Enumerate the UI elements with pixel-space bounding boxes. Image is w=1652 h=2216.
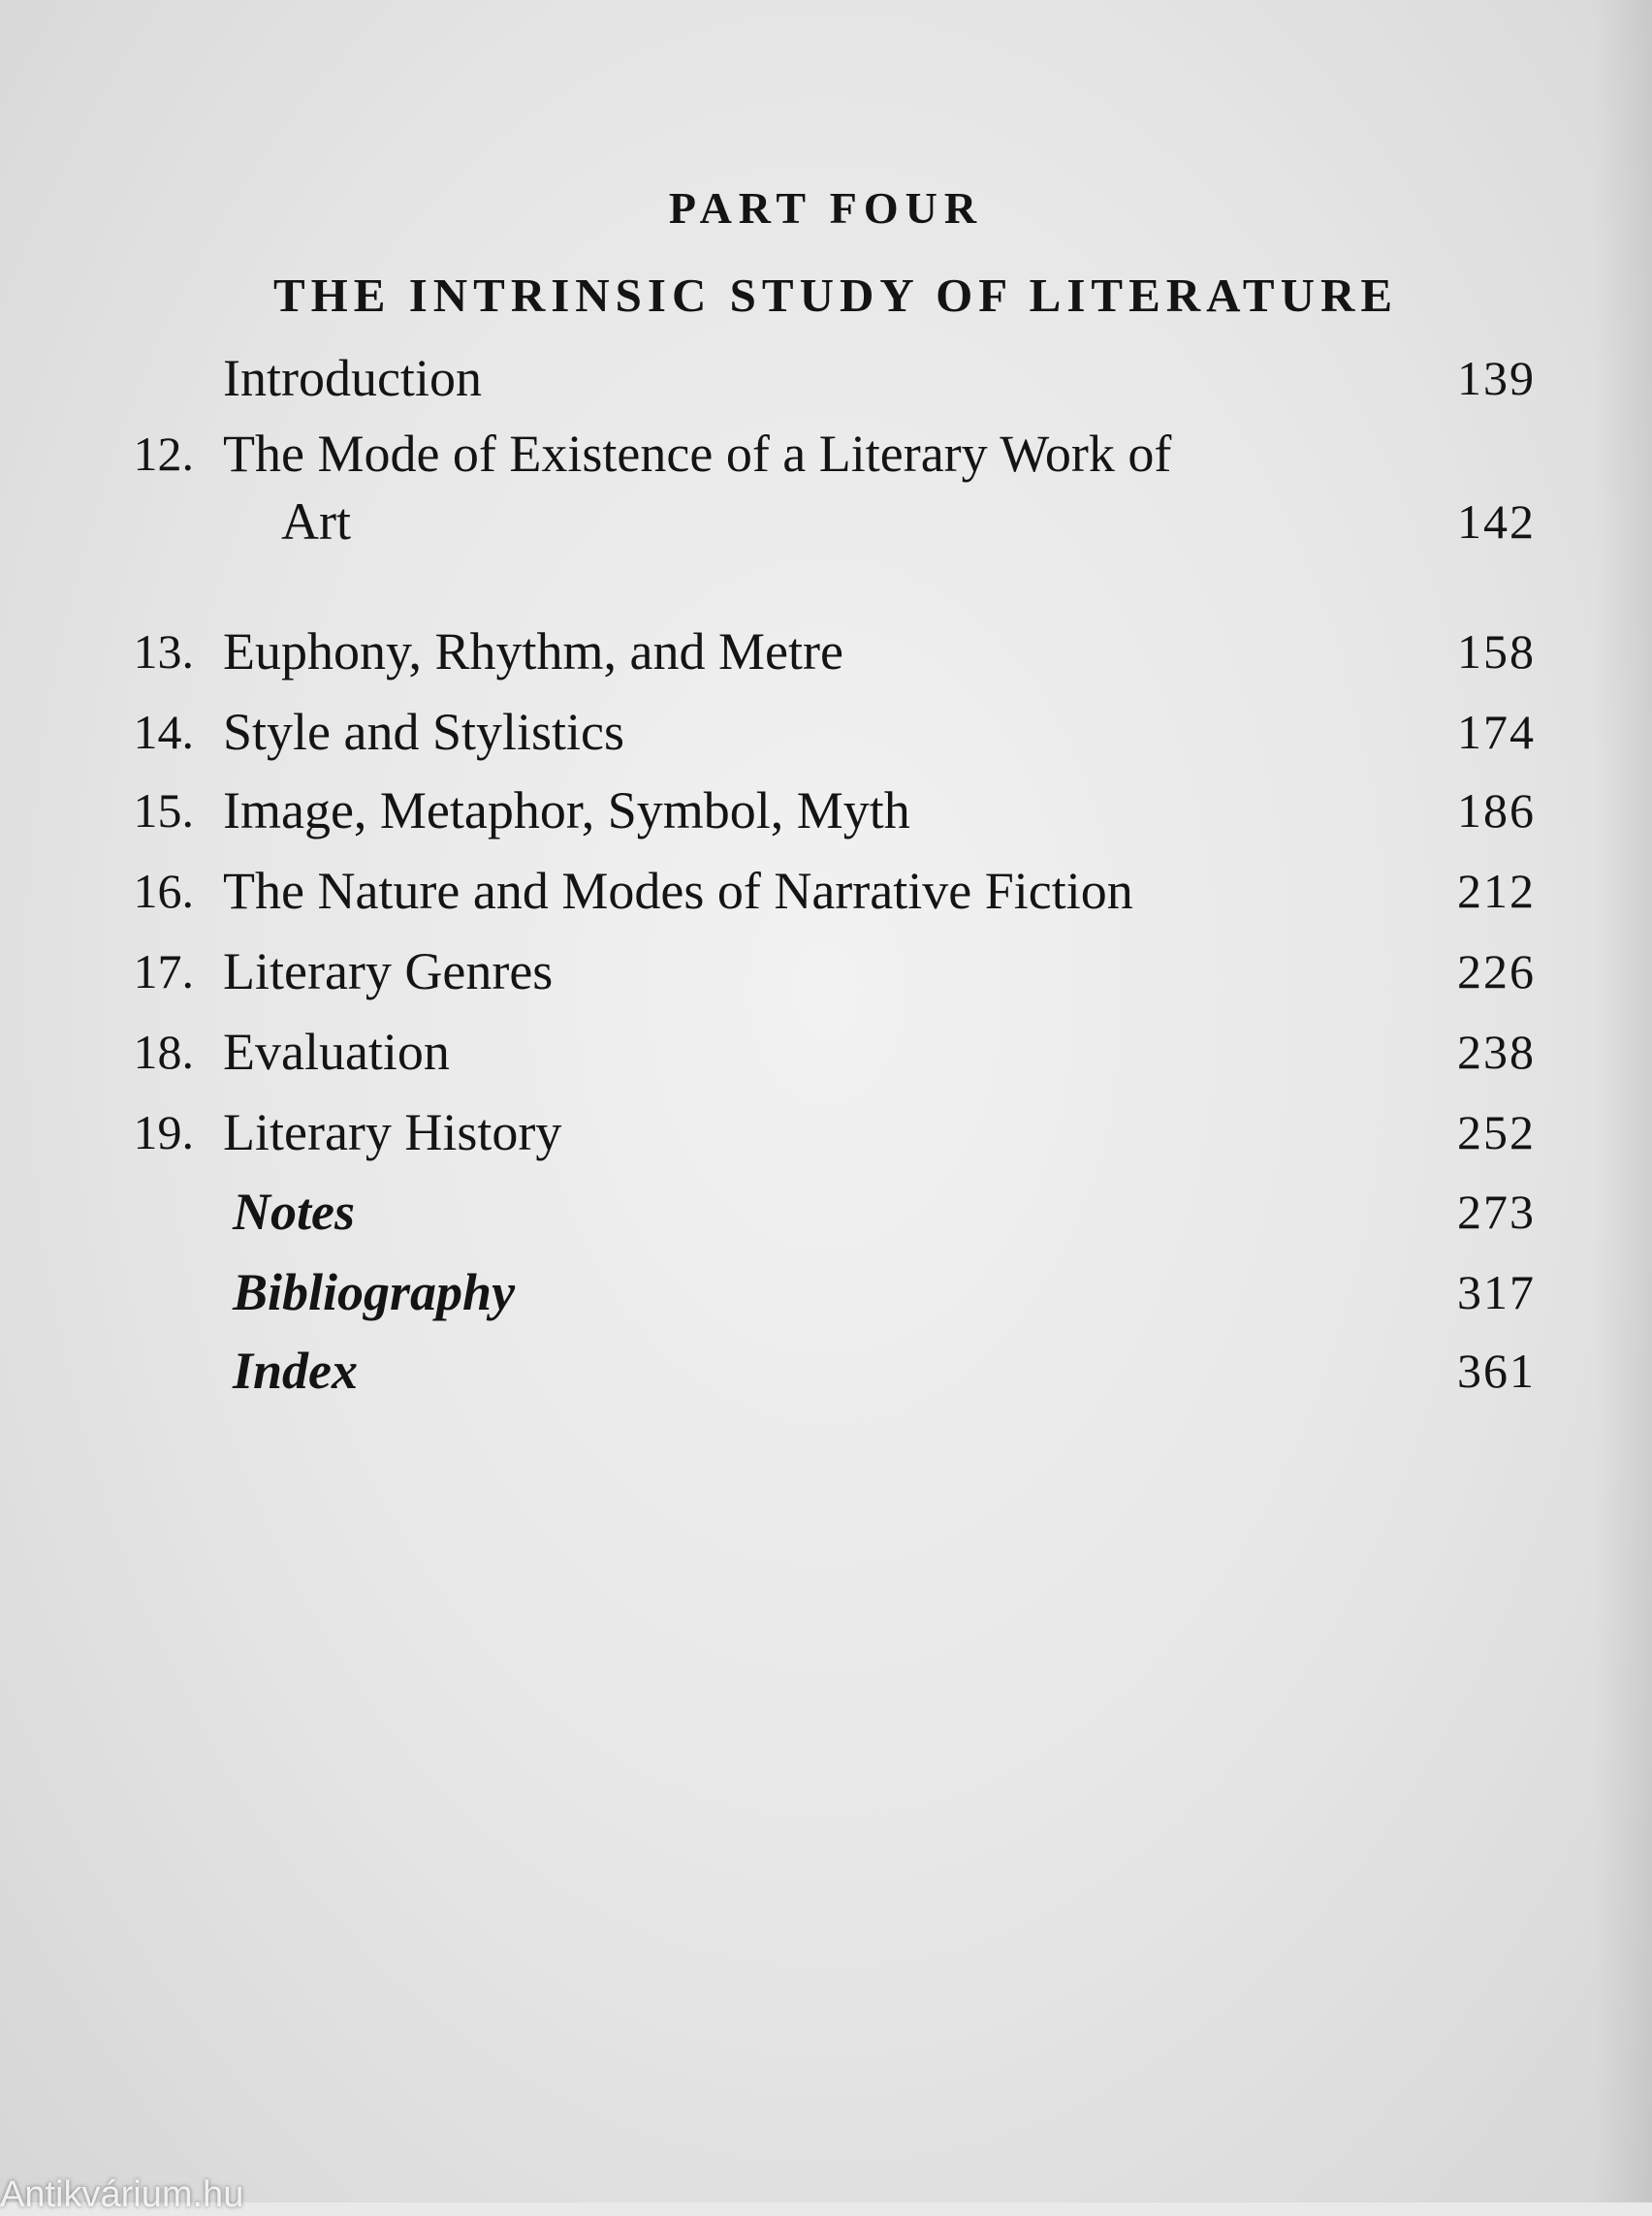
entry-number: 16. (133, 864, 194, 918)
entry-page: 174 (1457, 705, 1536, 759)
entry-title: The Mode of Existence of a Literary Work of (223, 425, 1172, 483)
entry-page: 252 (1457, 1105, 1536, 1159)
toc-entry-bibliography (0, 1263, 1652, 1321)
entry-title: Notes (233, 1183, 355, 1241)
entry-number: 15. (133, 783, 194, 838)
toc-entry-18 (0, 1023, 1652, 1081)
entry-title: Bibliography (233, 1263, 516, 1321)
entry-page: 238 (1457, 1025, 1536, 1079)
entry-title: Literary Genres (223, 942, 554, 1000)
entry-page: 361 (1457, 1344, 1536, 1398)
toc-entry-19 (0, 1103, 1652, 1161)
entry-number: 18. (133, 1025, 194, 1079)
entry-title: Euphony, Rhythm, and Metre (223, 622, 843, 681)
entry-title: Introduction (223, 349, 482, 407)
watermark: Antikvárium.hu (0, 2174, 244, 2215)
entry-title: Evaluation (223, 1023, 450, 1081)
toc-entry-14 (0, 703, 1652, 761)
toc-entry-index (0, 1342, 1652, 1400)
entry-number: 19. (133, 1105, 194, 1159)
entry-page: 158 (1457, 624, 1536, 679)
toc-entry-15 (0, 781, 1652, 839)
entry-title: Index (233, 1342, 359, 1400)
entry-title: Image, Metaphor, Symbol, Myth (223, 781, 910, 839)
entry-number: 13. (133, 624, 194, 679)
entry-page: 273 (1457, 1185, 1536, 1239)
entry-title: Style and Stylistics (223, 703, 625, 761)
toc-entry-notes (0, 1183, 1652, 1241)
entry-title-continued: Art (281, 492, 351, 551)
entry-page: 186 (1457, 783, 1536, 838)
toc-entry-introduction (0, 349, 1652, 407)
entry-page: 226 (1457, 944, 1536, 998)
toc-entry-12-continued (0, 492, 1652, 551)
entry-title: The Nature and Modes of Narrative Fiction (223, 862, 1133, 920)
toc-entry-13 (0, 622, 1652, 681)
toc-entry-17 (0, 942, 1652, 1000)
entry-number: 14. (133, 705, 194, 759)
entry-number: 17. (133, 944, 194, 998)
part-title: THE INTRINSIC STUDY OF LITERATURE (272, 269, 1399, 322)
entry-page: 139 (1457, 351, 1536, 405)
entry-title: Literary History (223, 1103, 562, 1161)
entry-number: 12. (133, 427, 194, 481)
page-edge-shadow (1594, 0, 1652, 2202)
toc-entry-16 (0, 862, 1652, 920)
entry-page: 212 (1457, 864, 1536, 918)
toc-entry-12 (0, 425, 1652, 483)
entry-page: 142 (1457, 494, 1536, 549)
entry-page: 317 (1457, 1265, 1536, 1319)
part-label: PART FOUR (668, 183, 984, 233)
